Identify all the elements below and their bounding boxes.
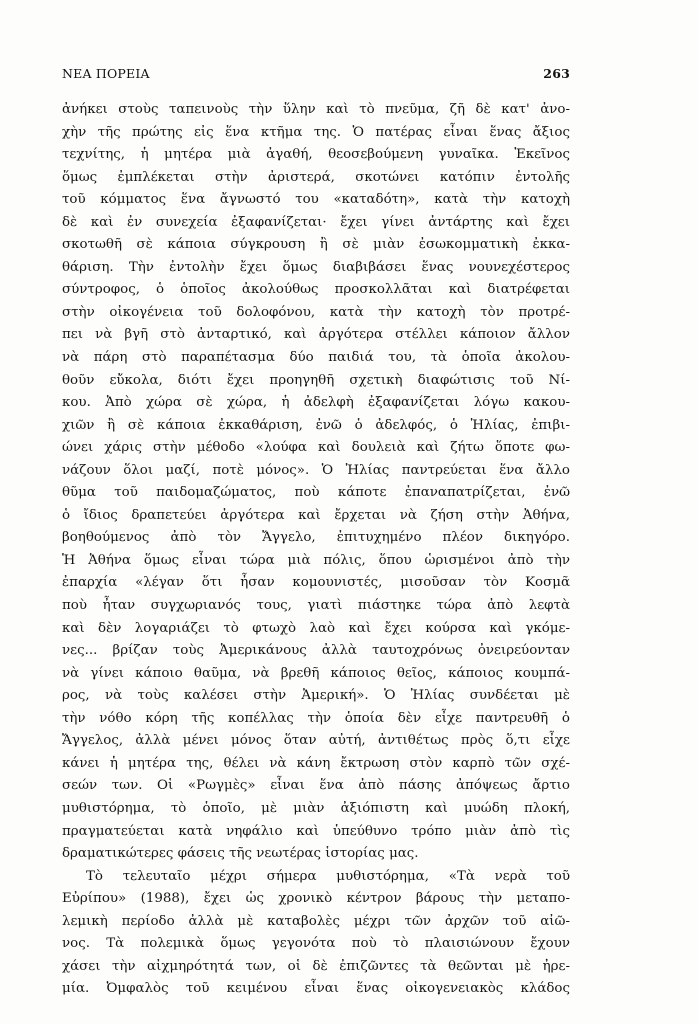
text-line: πει νὰ βγῆ στὸ ἀνταρτικό, καὶ ἀργότερα στέλλει κάποιον ἄλλον xyxy=(62,327,570,343)
text-line: βοηθούμενος ἀπὸ τὸν Ἄγγελο, ἐπιτυχημένο πλέον δικηγόρο. xyxy=(62,530,570,546)
text-line: χὴν τῆς πρώτης εἰς ἕνα κτῆμα της. Ὁ πατέρας εἶναι ἕνας ἄξιος xyxy=(62,124,570,140)
text-line: χάσει τὴν αἰχμηρότητά των, οἱ δὲ ἐπιζῶντες τὰ θεῶνται μὲ ἠρε- xyxy=(62,958,570,974)
text-line: σύντροφος, ὁ ὁποῖος ἀκολούθως προσκολλᾶται καὶ διατρέφεται xyxy=(62,282,570,298)
text-line: ἀνήκει στοὺς ταπεινοὺς τὴν ὕλην καὶ τὸ πνεῦμα, ζῆ δὲ κατ' ἀνο- xyxy=(62,102,570,117)
text-line: καὶ δὲν λογαριάζει τὸ φτωχὸ λαὸ καὶ ἔχει κούρσα καὶ γκόμε- xyxy=(62,620,570,636)
running-title: ΝΕΑ ΠΟΡΕΙΑ xyxy=(62,66,150,81)
text-line: ἐπαρχία «λέγαν ὅτι ἦσαν κομουνιστές, μισοῦσαν τὸν Κοσμᾶ xyxy=(62,575,570,591)
text-line: δραματικώτερες φάσεις τῆς νεωτέρας ἱστορίας μας. xyxy=(62,846,419,862)
body-text xyxy=(62,99,570,1001)
text-line: στὴν οἰκογένεια τοῦ δολοφόνου, κατὰ τὴν κατοχὴ τὸν προτρέ- xyxy=(62,304,570,320)
text-line: μία. Ὀμφαλὸς τοῦ κειμένου εἶναι ἕνας οἰκογενειακὸς κλάδος xyxy=(62,981,570,997)
text-line: σεών των. Οἱ «Ρωγμὲς» εἶναι ἕνα ἀπὸ πάσης ἀπόψεως ἄρτιο xyxy=(62,778,570,794)
text-line: Εὐρίπου» (1988), ἔχει ὡς χρονικὸ κέντρον βάρους τὴν μεταπο- xyxy=(62,891,570,907)
text-line: τὴν νόθο κόρη τῆς κοπέλλας τὴν ὁποία δὲν εἶχε παντρευθῆ ὁ xyxy=(62,710,570,726)
text-line: ώνει χάρις στὴν μέθοδο «λούφα καὶ δουλειὰ καὶ ζήτω ὅποτε φω- xyxy=(62,440,570,456)
text-line: κάνει ἡ μητέρα της, θέλει νὰ κάνη ἔκτρωση στὸν καρπὸ τῶν σχέ- xyxy=(62,755,570,771)
text-line: νὰ πάρη στὸ παραπέτασμα δύο παιδιά του, τὰ ὁποῖα ἀκολου- xyxy=(62,350,570,366)
text-line: νος. Τὰ πολεμικὰ ὅμως γεγονότα ποὺ τὸ πλαισιώνουν ἔχουν xyxy=(62,936,570,952)
text-line: θῦμα τοῦ παιδομαζώματος, ποὺ κάποτε ἐπαναπατρίζεται, ἐνῶ xyxy=(62,485,570,501)
text-line: θάριση. Τὴν ἐντολὴν ἔχει ὅμως διαβιβάσει ἕνας νουνεχέστερος xyxy=(62,259,570,275)
text-line: θοῦν εὔκολα, διότι ἔχει προηγηθῆ σχετικὴ διαφώτισις τοῦ Νί- xyxy=(62,372,570,388)
text-line: νες... βρίζαν τοὺς Ἀμερικάνους ἀλλὰ ταυτοχρόνως ὀνειρεύονταν xyxy=(62,643,570,659)
text-line: ρος, νὰ τοὺς καλέσει στὴν Ἀμερική». Ὁ Ἠλίας συνδέεται μὲ xyxy=(62,688,570,704)
text-line: Ἄγγελος, ἀλλὰ μένει μόνος ὅταν αὐτή, ἀντιθέτως πρὸς ὅ,τι εἶχε xyxy=(62,733,570,749)
text-line: Τὸ τελευταῖο μέχρι σήμερα μυθιστόρημα, «Τὰ νερὰ τοῦ xyxy=(86,868,570,884)
text-line: ὅμως ἐμπλέκεται στὴν ἀριστερά, σκοτώνει κατόπιν ἐντολῆς xyxy=(62,169,570,185)
running-header xyxy=(62,66,570,86)
page-number: 263 xyxy=(543,66,570,81)
text-line: κου. Ἀπὸ χώρα σὲ χώρα, ἡ ἀδελφὴ ἐξαφανίζεται λόγω κακου- xyxy=(62,395,570,411)
text-line: ὁ ἴδιος δραπετεύει ἀργότερα καὶ ἔρχεται νὰ ζήση στὴν Ἀθήνα, xyxy=(62,507,570,523)
text-line: μυθιστόρημα, τὸ ὁποῖο, μὲ μιὰν ἀξιόπιστη καὶ μυώδη πλοκή, xyxy=(62,800,570,816)
text-line: σκοτωθῆ σὲ κάποια σύγκρουση ἢ σὲ μιὰν ἐσωκομματικὴ ἐκκα- xyxy=(62,237,570,253)
text-line: λεμικὴ περίοδο ἀλλὰ μὲ καταβολὲς μέχρι τῶν ἀρχῶν τοῦ αἰῶ- xyxy=(62,913,570,929)
text-line: νάζουν ὅλοι μαζί, ποτὲ μόνος». Ὁ Ἠλίας παντρεύεται ἕνα ἄλλο xyxy=(62,462,570,478)
text-line: νὰ γίνει κάποιο θαῦμα, νὰ βρεθῆ κάποιος θεῖος, κάποιος κουμπά- xyxy=(62,665,570,681)
text-line: δὲ καὶ ἐν συνεχεία ἐξαφανίζεται· ἔχει γίνει ἀντάρτης καὶ ἔχει xyxy=(62,214,570,230)
text-line: χιῶν ἢ σὲ κάποια ἐκκαθάριση, ἐνῶ ὁ ἀδελφός, ὁ Ἠλίας, ἐπιβι- xyxy=(62,417,570,433)
text-line: τεχνίτης, ἡ μητέρα μιὰ ἀγαθή, θεοσεβούμενη γυναῖκα. Ἐκεῖνος xyxy=(62,147,570,163)
text-line: τοῦ κόμματος ἕνα ἄγνωστό του «καταδότη», κατὰ τὴν κατοχὴ xyxy=(62,192,570,208)
text-line: πραγματεύεται κατὰ νηφάλιο καὶ ὑπεύθυνο τρόπο μιὰν ἀπὸ τὶς xyxy=(62,823,570,839)
text-line: Ἡ Ἀθήνα ὅμως εἶναι τώρα μιὰ πόλις, ὅπου ὡρισμένοι ἀπὸ τὴν xyxy=(62,552,570,568)
text-line: ποὺ ἦταν συγχωριανός τους, γιατὶ πιάστηκε τώρα ἀπὸ λεφτὰ xyxy=(62,598,570,614)
